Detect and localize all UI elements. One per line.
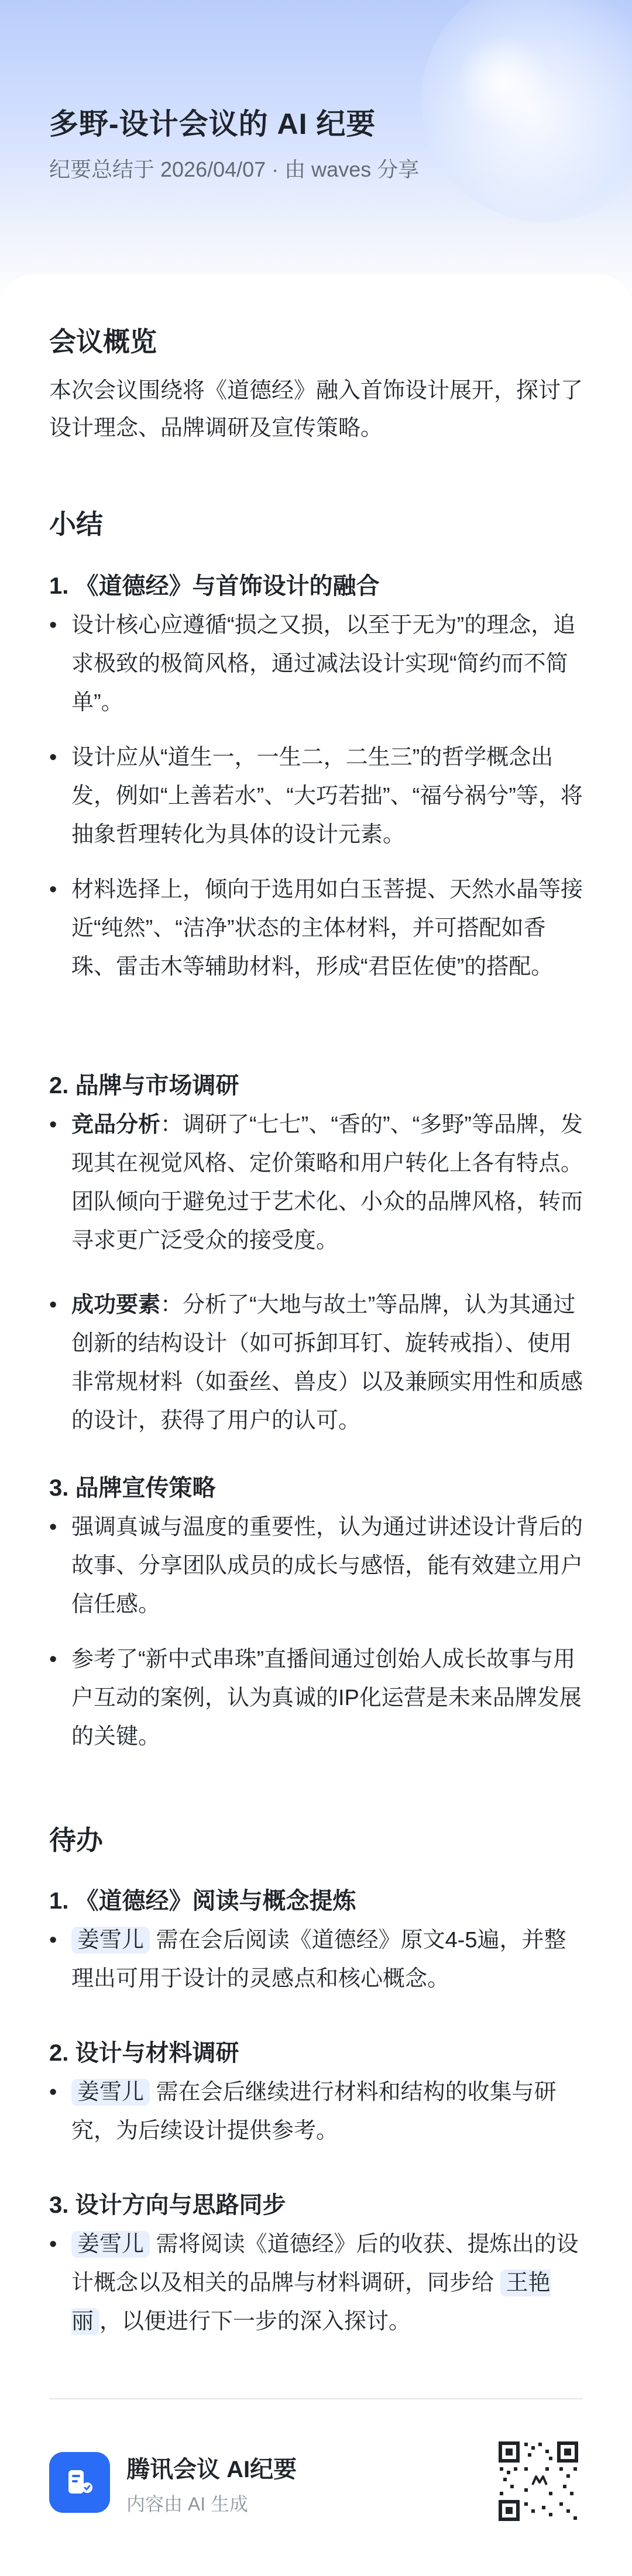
- todo-section-title: 3. 设计方向与思路同步: [49, 2192, 286, 2218]
- list-item: • 强调真诚与温度的重要性，认为通过讲述设计背后的故事、分享团队成员的成长与感悟，能有效建立用户信任感。: [49, 1515, 583, 1617]
- list-item: • 材料选择上，倾向于选用如白玉菩提、天然水晶等接近“纯然”、“洁净”状态的主体材料，并可搭配如香珠、雷击木等辅助材料，形成“君臣佐使”的搭配。: [49, 877, 583, 979]
- todo-item: • 姜雪儿 需在会后继续进行材料和结构的收集与研究，为后续设计提供参考。: [49, 2080, 557, 2143]
- list-item: • 设计核心应遵循“损之又损，以至于无为”的理念，追求极致的极简风格，通过减法设计实现“简约而不简单”。: [49, 613, 576, 715]
- list-item: • 设计应从“道生一，一生二，二生三”的哲学概念出发，例如“上善若水”、“大巧若拙”、“福兮祸兮”等，将抽象哲理转化为具体的设计元素。: [49, 745, 583, 847]
- logo-glyph-icon: [61, 2464, 98, 2501]
- qr-code-graphic: [496, 2439, 581, 2523]
- divider: [49, 2398, 583, 2399]
- footer-app-name: 腾讯会议 AI纪要: [126, 2457, 297, 2482]
- summary-section-title: 2. 品牌与市场调研: [49, 1073, 239, 1098]
- summary-heading: 小结: [49, 509, 103, 539]
- summary-section-title: 3. 品牌宣传策略: [49, 1475, 216, 1501]
- list-item: • 成功要素：分析了“大地与故土”等品牌，认为其通过创新的结构设计（如可拆卸耳钉、旋转戒指）、使用非常规材料（如蚕丝、兽皮）以及兼顾实用性和质感的设计，获得了用户的认可。: [49, 1293, 583, 1433]
- mention-user[interactable]: 王艳丽: [71, 2271, 551, 2334]
- mention-user[interactable]: 姜雪儿: [71, 2079, 150, 2106]
- decorative-glow: [456, 35, 550, 129]
- list-item: • 参考了“新中式串珠”直播间通过创始人成长故事与用户互动的案例，认为真诚的IP化运营是未来品牌发展的关键。: [49, 1647, 582, 1749]
- footer-subtitle: 内容由 AI 生成: [126, 2494, 249, 2515]
- tencent-meeting-logo-icon: [49, 2452, 110, 2513]
- mention-user[interactable]: 姜雪儿: [71, 2231, 150, 2258]
- qr-code-icon[interactable]: [496, 2439, 581, 2523]
- mention-user[interactable]: 姜雪儿: [71, 1927, 150, 1954]
- page-title: 多野-设计会议的 AI 纪要: [49, 108, 376, 140]
- todo-heading: 待办: [49, 1825, 103, 1855]
- list-item: • 竞品分析：调研了“七七”、“香的”、“多野”等品牌，发现其在视觉风格、定价策略和用户转化上各有特点。团队倾向于避免过于艺术化、小众的品牌风格，转而寻求更广泛受众的接受度。: [49, 1113, 583, 1253]
- todo-section-title: 1. 《道德经》阅读与概念提炼: [49, 1888, 356, 1914]
- summary-section-title: 1. 《道德经》与首饰设计的融合: [49, 573, 380, 599]
- todo-section-title: 2. 设计与材料调研: [49, 2040, 239, 2066]
- todo-item: • 姜雪儿 需将阅读《道德经》后的收获、提炼出的设计概念以及相关的品牌与材料调研，同步给 王艳丽 ，以便进行下一步的深入探讨。: [49, 2232, 579, 2334]
- overview-heading: 会议概览: [49, 326, 157, 357]
- header-banner: [0, 0, 632, 304]
- summary-meta: 纪要总结于 2026/04/07 · 由 waves 分享: [49, 157, 420, 181]
- overview-text: 本次会议围绕将《道德经》融入首饰设计展开，探讨了设计理念、品牌调研及宣传策略。: [49, 378, 583, 440]
- todo-item: • 姜雪儿 需在会后阅读《道德经》原文4-5遍，并整理出可用于设计的灵感点和核心概念。: [49, 1928, 566, 1991]
